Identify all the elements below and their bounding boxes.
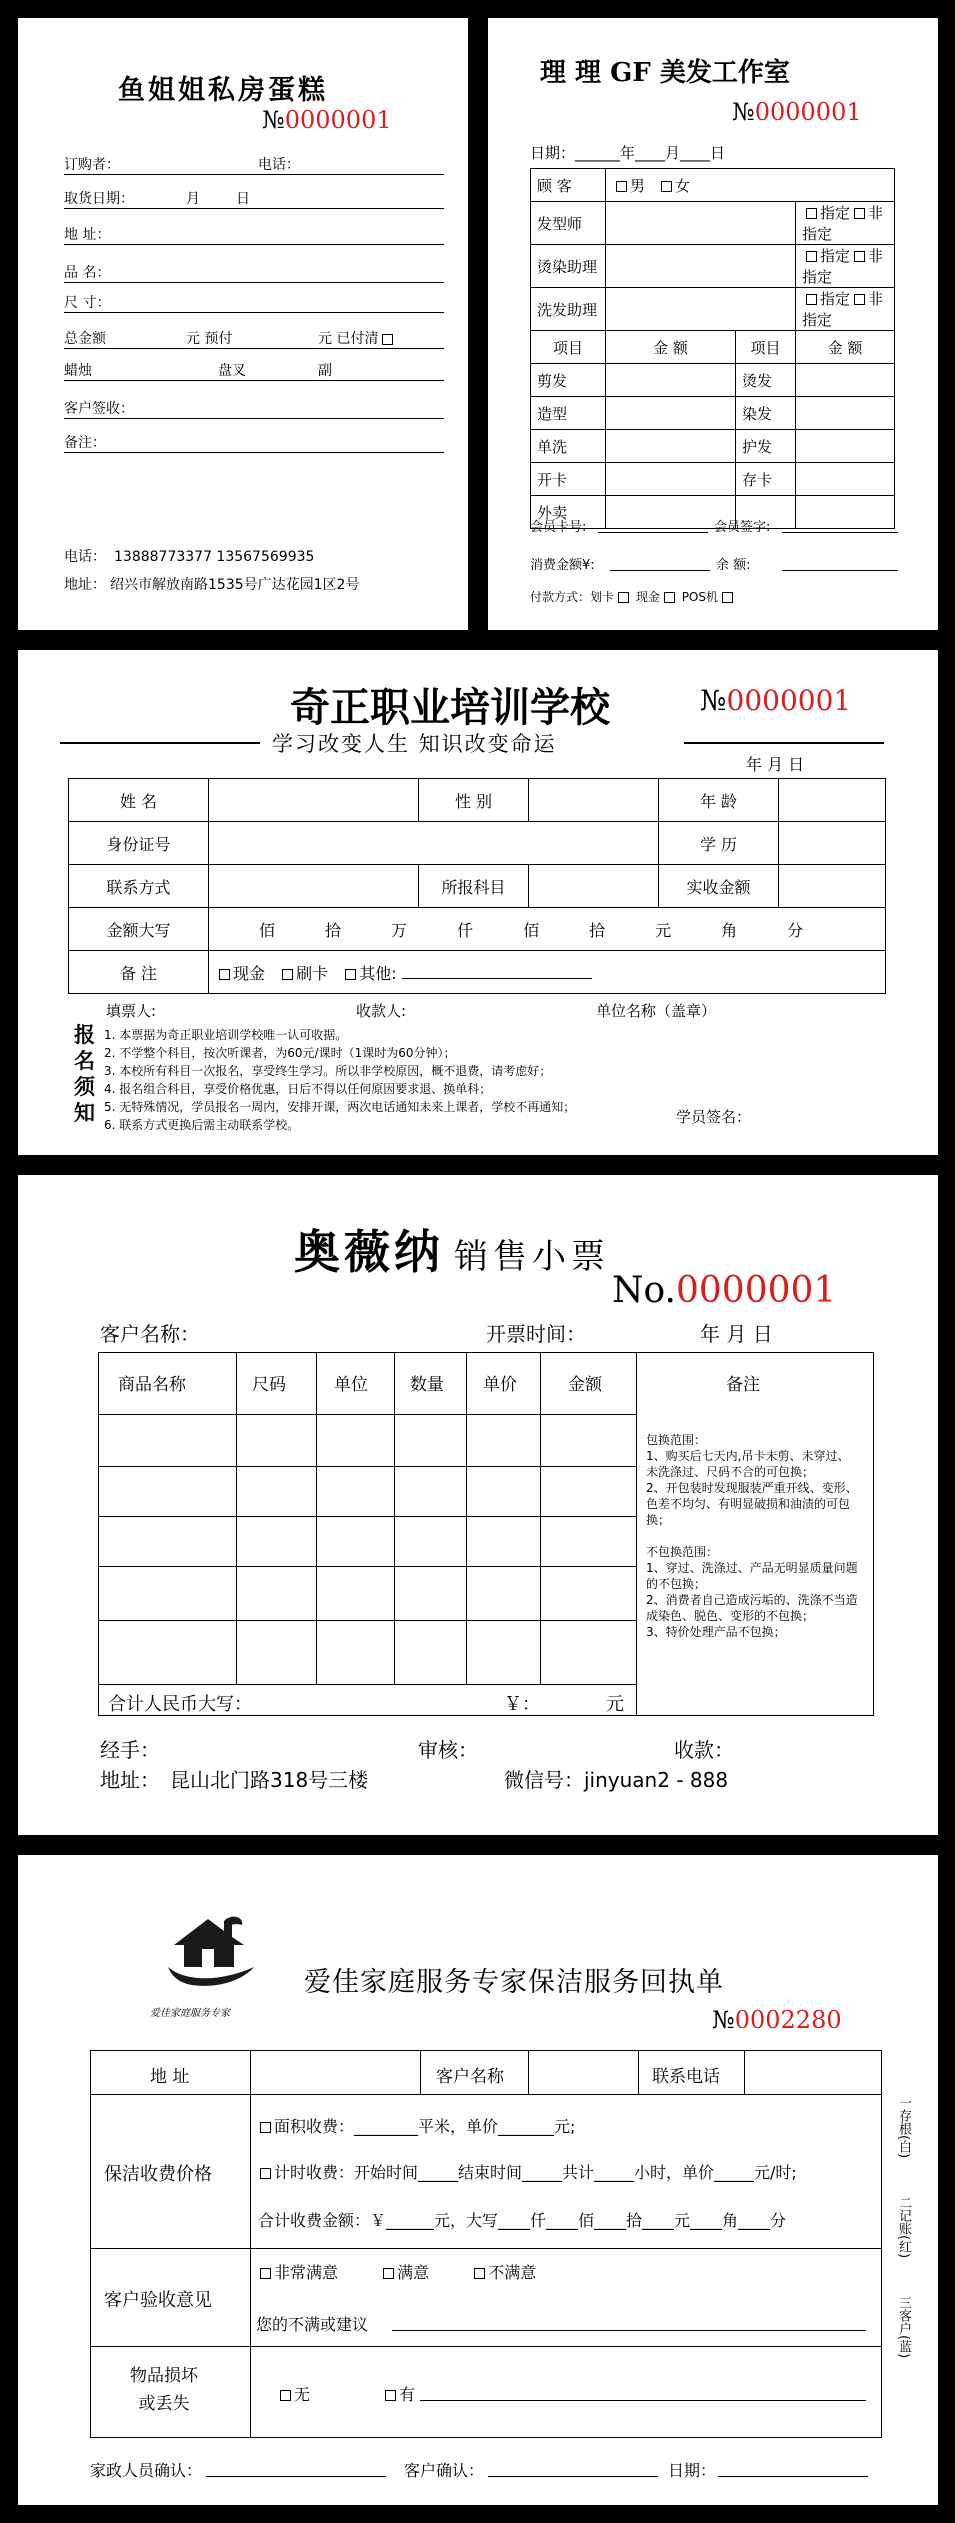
- header-note: 备注: [726, 1375, 760, 1395]
- note-label: 备注：: [64, 435, 106, 451]
- cake-receipt-card: [18, 18, 468, 630]
- wash-nonassign-checkbox[interactable]: [854, 294, 865, 305]
- receiver-label: 收款人:: [356, 1002, 407, 1020]
- student-sign: 学员签名：: [676, 1108, 752, 1126]
- damage-options: 无 有: [276, 2382, 415, 2405]
- perm-assign-checkbox[interactable]: [806, 251, 817, 262]
- paid-checkbox[interactable]: [382, 334, 393, 345]
- paid-label: 元 已付清: [318, 328, 396, 348]
- item-dye: 染发: [736, 397, 796, 430]
- item-header: 项目: [531, 331, 606, 364]
- none-checkbox[interactable]: [280, 2390, 291, 2401]
- cleaning-title: 爱佳家庭服务专家保洁服务回执单: [304, 1967, 724, 1998]
- have-checkbox[interactable]: [385, 2390, 396, 2401]
- logo-text: 爱佳家庭服务专家: [150, 2008, 230, 2019]
- satisfied-checkbox[interactable]: [383, 2268, 394, 2279]
- swipe-card-checkbox[interactable]: [282, 969, 293, 980]
- item-wash: 单洗: [531, 430, 606, 463]
- header-unit: 单位: [334, 1375, 368, 1395]
- set-label: 副: [318, 363, 332, 379]
- copy-note-blue: 三客户(蓝): [896, 2296, 911, 2359]
- copy-note-white: 一存根(白): [896, 2096, 911, 2159]
- total-label: 合计人民币大写：: [108, 1694, 252, 1715]
- month-label: 月: [186, 191, 200, 207]
- unit-stamp-label: 单位名称（盖章）: [596, 1002, 717, 1020]
- perm-nonassign-checkbox[interactable]: [854, 251, 865, 262]
- sales-receipt-number: No.0000001: [612, 1270, 837, 1311]
- buyer-label: 订购者：: [64, 157, 120, 173]
- school-slogan: 学习改变人生 知识改变命运: [272, 732, 557, 756]
- header-product-name: 商品名称: [118, 1375, 186, 1395]
- item-care: 护发: [736, 430, 796, 463]
- advice-label: 您的不满或建议: [256, 2315, 369, 2334]
- contact-phone-label: 联系电话: [652, 2067, 720, 2087]
- cleaning-receipt-number: №0002280: [712, 2006, 842, 2034]
- card-checkbox[interactable]: [618, 592, 629, 603]
- notice-list: 1. 本票据为奇正职业培训学校唯一认可收据。 2. 不学整个科目，按次听课者，为60元/课时（1课时为60分钟）； 3. 本校所有科目一次报名，享受终生学习。所以非学校原因，概不退费，请考虑好； 4. 报名组合科目，享受价格优惠，日后不得以任何原因要求退、换单科； 5. 无特殊情况，学员报名一周内，安排开课，两次电话通知未来上课者，学校不再通知； 6. 联系方式更换后需主动联系学校。: [104, 1028, 576, 1132]
- perm-assistant-label: 烫染助理: [531, 245, 606, 288]
- prepay-label: 元 预付: [186, 331, 233, 347]
- yen-label: ￥：: [504, 1694, 540, 1715]
- fee-label: 保洁收费价格: [104, 2164, 212, 2185]
- header-quantity: 数量: [410, 1375, 444, 1395]
- amount-words-label: 金额大写: [69, 908, 209, 951]
- customer-confirm: 客户确认：: [404, 2461, 485, 2480]
- cake-shop-title: 鱼姐姐私房蛋糕: [118, 75, 328, 106]
- customer-label: 顾 客: [531, 169, 606, 202]
- handler-label: 经手：: [100, 1738, 160, 1762]
- header-unit-price: 单价: [483, 1375, 517, 1395]
- school-table: [68, 778, 886, 994]
- item-cut: 剪发: [531, 364, 606, 397]
- phone-label: 电话：: [258, 157, 300, 173]
- store-address: 地址： 昆山北门路318号三楼: [100, 1768, 369, 1792]
- other-checkbox[interactable]: [345, 969, 356, 980]
- plate-fork-label: 盘叉: [218, 363, 246, 379]
- gender-label: 性 别: [419, 779, 529, 822]
- house-hand-logo: [162, 1915, 262, 2005]
- cash-checkbox[interactable]: [664, 592, 675, 603]
- wash-assign-checkbox[interactable]: [806, 294, 817, 305]
- member-card-no: 会员卡号:: [530, 520, 587, 535]
- unsatisfied-checkbox[interactable]: [474, 2268, 485, 2279]
- time-fee: 计时收费：开始时间_____结束时间_____共计_____小时，单价_____元/时;: [256, 2160, 797, 2183]
- header-size: 尺码: [252, 1375, 286, 1395]
- item-style: 造型: [531, 397, 606, 430]
- age-label: 年 龄: [659, 779, 779, 822]
- header-amount: 金额: [568, 1375, 602, 1395]
- customer-name-label: 客户名称: [436, 2067, 504, 2087]
- education-label: 学 历: [659, 822, 779, 865]
- house-hand-icon: [162, 1915, 262, 2005]
- wechat-id: 微信号：jinyuan2 - 888: [504, 1768, 729, 1792]
- audit-label: 审核：: [418, 1738, 478, 1762]
- notice-label: 报 名 须 知: [74, 1023, 95, 1125]
- candle-label: 蜡烛: [64, 363, 92, 379]
- stylist-assign-checkbox[interactable]: [806, 208, 817, 219]
- salon-title: 理 理 GF 美发工作室: [540, 58, 790, 88]
- remark-label: 备 注: [69, 951, 209, 994]
- school-title: 奇正职业培训学校: [290, 685, 610, 731]
- acceptance-label: 客户验收意见: [104, 2290, 212, 2311]
- address-label: 地 址: [150, 2067, 190, 2087]
- cash-checkbox[interactable]: [219, 969, 230, 980]
- item-takeout: 外卖: [531, 496, 606, 529]
- receipt-number: №0000001: [262, 106, 392, 134]
- shop-address: 地址： 绍兴市解放南路1535号广达花园1区2号: [64, 577, 360, 593]
- wash-assistant-label: 洗发助理: [531, 288, 606, 331]
- payment-options: 现金 刷卡 其他:: [209, 951, 886, 994]
- course-label: 所报科目: [419, 865, 529, 908]
- copy-note-red: 二记账(红): [896, 2196, 911, 2259]
- stylist-label: 发型师: [531, 202, 606, 245]
- filler-label: 填票人:: [106, 1002, 157, 1020]
- contact-label: 联系方式: [69, 865, 209, 908]
- shop-phone: 电话： 13888773377 13567569935: [64, 549, 315, 565]
- exchange-policy: 包换范围： 1、购买后七天内,吊卡未剪、未穿过、未洗涤过、尺码不合的可包换； 2、开包装时发现服装严重开线、变形、色差不均匀、有明显破损和油渍的可包换； 不包换范围： 1、穿过、洗涤过、产品无明显质量问题的不包换； 2、消费者自己造成污垢的、洗涤不当造成染色、脱色、变形的不包换； 3、特价处理产品不包换；: [646, 1433, 858, 1639]
- collect-label: 收款：: [674, 1738, 734, 1762]
- damage-label: 物品损坏 或丢失: [130, 2366, 198, 2414]
- customer-name-label: 客户名称：: [100, 1322, 200, 1346]
- worker-confirm: 家政人员确认：: [90, 2461, 203, 2480]
- male-checkbox[interactable]: [616, 181, 627, 192]
- sales-slip-title: 奥薇纳 销售小票: [294, 1225, 610, 1279]
- address-label: 地 址：: [64, 227, 111, 243]
- very-satisfied-checkbox[interactable]: [260, 2268, 271, 2279]
- customer-sign-label: 客户签收：: [64, 401, 134, 417]
- pos-checkbox[interactable]: [722, 592, 733, 603]
- yuan-label: 元: [606, 1694, 624, 1715]
- total-label: 总金额: [64, 331, 106, 347]
- total-fee: 合计收费金额：￥______元，大写____仟____佰____拾____元____角____分: [258, 2211, 787, 2230]
- salon-date: 日期：______年____月____日: [530, 144, 726, 162]
- stylist-nonassign-checkbox[interactable]: [854, 208, 865, 219]
- issue-date: 年 月 日: [700, 1322, 773, 1346]
- salon-table: 顾 客 男 女 发型师 指定 非指定 烫染助理 指定 非指定 洗发助理 指定 非指定 项目 金 额 项目 金 额 剪发 烫发 造型 染发 单洗 护发 开卡 存卡 外卖: [530, 168, 895, 529]
- name-label: 姓 名: [69, 779, 209, 822]
- cleaning-table: [90, 2050, 882, 2438]
- salon-receipt-number: №0000001: [732, 98, 862, 126]
- day-label: 日: [236, 191, 250, 207]
- size-label: 尺 寸：: [64, 295, 111, 311]
- school-date: 年 月 日: [746, 755, 805, 774]
- school-receipt-number: №0000001: [700, 684, 852, 717]
- date-label: 日期：: [668, 2461, 717, 2480]
- item-header-2: 项目: [736, 331, 796, 364]
- pickup-date-label: 取货日期：: [64, 191, 134, 207]
- spend-amount: 消费金额¥:: [530, 558, 595, 573]
- area-fee: 面积收费：________平米，单价_______元;: [256, 2114, 575, 2137]
- payment-method: 付款方式：划卡 现金 POS机: [530, 588, 736, 605]
- member-sign: 会员签字:: [714, 520, 771, 535]
- product-name-label: 品 名：: [64, 265, 111, 281]
- amount-header: 金 额: [606, 331, 736, 364]
- item-store-card: 存卡: [736, 463, 796, 496]
- amount-units: 佰 拾 万 仟 佰 拾 元 角 分: [209, 908, 886, 951]
- amount-header-2: 金 额: [796, 331, 895, 364]
- issue-time-label: 开票时间：: [486, 1322, 586, 1346]
- id-label: 身份证号: [69, 822, 209, 865]
- paid-amount-label: 实收金额: [659, 865, 779, 908]
- item-open-card: 开卡: [531, 463, 606, 496]
- area-fee-checkbox[interactable]: [260, 2122, 271, 2133]
- time-fee-checkbox[interactable]: [260, 2168, 271, 2179]
- balance: 余 额:: [716, 558, 751, 573]
- satisfaction-options: 非常满意 满意 不满意: [256, 2260, 536, 2283]
- item-perm: 烫发: [736, 364, 796, 397]
- female-checkbox[interactable]: [661, 181, 672, 192]
